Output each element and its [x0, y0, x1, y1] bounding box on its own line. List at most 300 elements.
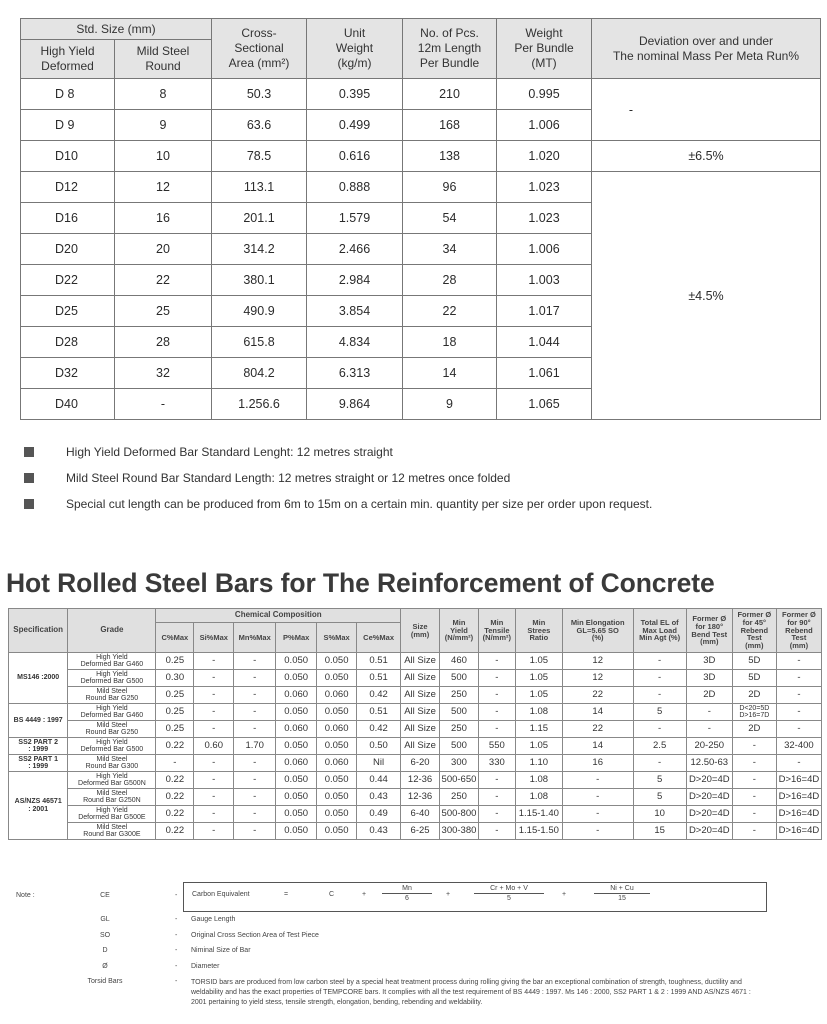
- elong-cell: 16: [562, 755, 633, 772]
- formula-fraction: [594, 885, 650, 902]
- tel-cell: 5: [633, 772, 686, 789]
- size-cell: 6-20: [401, 755, 440, 772]
- table-row: [21, 172, 821, 203]
- former-45-header: Former Ø for 45° Rebend Test (mm): [732, 609, 776, 653]
- unit-weight-cell: 9.864: [307, 389, 403, 420]
- tensile-cell: -: [478, 772, 515, 789]
- tensile-cell: -: [478, 670, 515, 687]
- table-row: [9, 721, 822, 738]
- unit-weight-cell: 0.395: [307, 79, 403, 110]
- note-desc: TORSID bars are produced from low carbon steel by a special heat treatment process during rolling giving the bar an exceptional combination of strength, toughness, ductility and weldability and has the exact properties of TEMPCORE bars. It complies with all the test requirement of BS 4449 : 1997. Ms 146 : 2000, SS2 PART 1 & 2 : 1999 AND AS/NZS 4671 : 2001 pertaining to yield stess, tensile strength, elongation, bending, rebending and weldability.: [191, 979, 751, 1007]
- weight-bundle-cell: 1.023: [497, 203, 592, 234]
- bullet-text: Mild Steel Round Bar Standard Length: 12 metres straight or 12 metres once folded: [66, 471, 511, 485]
- specification-cell: SS2 PART 2 : 1999: [9, 738, 68, 755]
- c-cell: 0.25: [156, 687, 194, 704]
- f45-cell: 5D: [732, 653, 776, 670]
- s-cell: 0.060: [317, 755, 357, 772]
- grade-cell: High Yield Deformed Bar G460: [68, 653, 156, 670]
- stress-cell: 1.05: [515, 687, 562, 704]
- size-cell: 12-36: [401, 789, 440, 806]
- p-max-header: P%Max: [276, 623, 317, 653]
- fraction-numerator: Ni + Cu: [594, 885, 650, 894]
- f90-cell: -: [776, 687, 821, 704]
- mn-cell: -: [234, 789, 276, 806]
- s-cell: 0.050: [317, 653, 357, 670]
- bundle-size-table: [20, 18, 821, 420]
- square-bullet-icon: [24, 447, 34, 457]
- note-dash: -: [175, 963, 178, 970]
- former-90-header: Former Ø for 90° Rebend Test (mm): [776, 609, 821, 653]
- tensile-cell: -: [478, 704, 515, 721]
- pcs-cell: 168: [403, 110, 497, 141]
- c-cell: 0.22: [156, 823, 194, 840]
- specification-cell: BS 4449 : 1997: [9, 704, 68, 738]
- stress-cell: 1.15: [515, 721, 562, 738]
- table-row: [9, 789, 822, 806]
- formula-plus: +: [446, 891, 451, 898]
- grade-cell: Mild Steel Round Bar G300: [68, 755, 156, 772]
- formula-c: C: [329, 891, 335, 898]
- s-cell: 0.050: [317, 670, 357, 687]
- ce-cell: 0.51: [357, 653, 401, 670]
- f180-cell: 3D: [686, 653, 732, 670]
- p-cell: 0.060: [276, 721, 317, 738]
- formula-equals: =: [284, 891, 289, 898]
- ce-cell: 0.49: [357, 806, 401, 823]
- grade-cell: High Yield Deformed Bar G500E: [68, 806, 156, 823]
- weight-bundle-cell: 1.020: [497, 141, 592, 172]
- elong-cell: 12: [562, 670, 633, 687]
- high-yield-header: High Yield Deformed: [21, 40, 115, 79]
- min-elongation-header: Min Elongation GL=5.65 SO (%): [562, 609, 633, 653]
- cross-area-header: Cross- Sectional Area (mm²): [212, 19, 307, 79]
- pcs-cell: 54: [403, 203, 497, 234]
- elong-cell: -: [562, 806, 633, 823]
- specification-table: [8, 608, 822, 840]
- cross-area-cell: 314.2: [212, 234, 307, 265]
- table-row: [9, 755, 822, 772]
- p-cell: 0.060: [276, 755, 317, 772]
- f90-cell: -: [776, 704, 821, 721]
- s-cell: 0.060: [317, 687, 357, 704]
- f90-cell: -: [776, 653, 821, 670]
- c-cell: -: [156, 755, 194, 772]
- tensile-cell: 330: [478, 755, 515, 772]
- pcs-cell: 28: [403, 265, 497, 296]
- c-cell: 0.22: [156, 789, 194, 806]
- grade-cell: Mild Steel Round Bar G300E: [68, 823, 156, 840]
- grade-cell: Mild Steel Round Bar G250: [68, 721, 156, 738]
- c-cell: 0.30: [156, 670, 194, 687]
- tel-cell: -: [633, 670, 686, 687]
- f180-cell: D>20=4D: [686, 823, 732, 840]
- tensile-cell: -: [478, 721, 515, 738]
- s-cell: 0.050: [317, 772, 357, 789]
- mn-cell: -: [234, 704, 276, 721]
- f90-cell: D>16=4D: [776, 823, 821, 840]
- deviation-cell: [592, 79, 821, 141]
- mild-steel-size-cell: 16: [115, 203, 212, 234]
- weight-bundle-cell: 1.006: [497, 110, 592, 141]
- yield-cell: 300: [440, 755, 479, 772]
- stress-cell: 1.08: [515, 772, 562, 789]
- table-row: [9, 670, 822, 687]
- mild-steel-size-cell: 28: [115, 327, 212, 358]
- size-cell: All Size: [401, 721, 440, 738]
- pcs-cell: 18: [403, 327, 497, 358]
- p-cell: 0.050: [276, 823, 317, 840]
- yield-cell: 300-380: [440, 823, 479, 840]
- si-cell: -: [194, 704, 234, 721]
- bullet-text: High Yield Deformed Bar Standard Lenght: 12 metres straight: [66, 445, 393, 459]
- weight-bundle-cell: 1.017: [497, 296, 592, 327]
- f45-cell: 5D: [732, 670, 776, 687]
- high-yield-size-cell: D32: [21, 358, 115, 389]
- f180-cell: -: [686, 704, 732, 721]
- fraction-numerator: Cr + Mo + V: [474, 885, 544, 894]
- f180-cell: D>20=4D: [686, 772, 732, 789]
- formula-plus: +: [362, 891, 367, 898]
- elong-cell: 22: [562, 721, 633, 738]
- si-cell: 0.60: [194, 738, 234, 755]
- s-cell: 0.050: [317, 823, 357, 840]
- specification-header: Specification: [9, 609, 68, 653]
- elong-cell: -: [562, 772, 633, 789]
- tensile-cell: -: [478, 806, 515, 823]
- stress-cell: 1.08: [515, 704, 562, 721]
- c-cell: 0.25: [156, 704, 194, 721]
- cross-area-cell: 63.6: [212, 110, 307, 141]
- ce-cell: 0.42: [357, 721, 401, 738]
- specification-cell: MS146 :2000: [9, 653, 68, 704]
- mn-cell: -: [234, 755, 276, 772]
- f180-cell: D>20=4D: [686, 806, 732, 823]
- tensile-cell: 550: [478, 738, 515, 755]
- unit-weight-header: Unit Weight (kg/m): [307, 19, 403, 79]
- f45-cell: -: [732, 806, 776, 823]
- f45-cell: 2D: [732, 721, 776, 738]
- mn-cell: -: [234, 687, 276, 704]
- s-cell: 0.050: [317, 789, 357, 806]
- unit-weight-cell: 0.888: [307, 172, 403, 203]
- si-cell: -: [194, 653, 234, 670]
- yield-cell: 500: [440, 704, 479, 721]
- p-cell: 0.050: [276, 670, 317, 687]
- bullet-item: [24, 471, 814, 497]
- former-180-header: Former Ø for 180° Bend Test (mm): [686, 609, 732, 653]
- bullet-list: [24, 445, 814, 523]
- c-cell: 0.25: [156, 721, 194, 738]
- grade-cell: High Yield Deformed Bar G500: [68, 670, 156, 687]
- tensile-cell: -: [478, 823, 515, 840]
- specification-cell: SS2 PART 1 : 1999: [9, 755, 68, 772]
- deviation-cell: ±4.5%: [592, 172, 821, 420]
- f45-cell: -: [732, 789, 776, 806]
- si-cell: -: [194, 772, 234, 789]
- weight-bundle-cell: 0.995: [497, 79, 592, 110]
- weight-bundle-cell: 1.006: [497, 234, 592, 265]
- note-dash: -: [175, 932, 178, 939]
- mn-cell: -: [234, 772, 276, 789]
- tensile-cell: -: [478, 687, 515, 704]
- yield-cell: 250: [440, 789, 479, 806]
- tel-cell: -: [633, 721, 686, 738]
- mn-cell: -: [234, 823, 276, 840]
- table-row: [21, 141, 821, 172]
- mild-steel-size-cell: -: [115, 389, 212, 420]
- deviation-value: -: [628, 102, 634, 117]
- formula-plus: +: [562, 891, 567, 898]
- ce-max-header: Ce%Max: [357, 623, 401, 653]
- mn-cell: -: [234, 806, 276, 823]
- tel-cell: 10: [633, 806, 686, 823]
- p-cell: 0.060: [276, 687, 317, 704]
- note-dash: -: [175, 978, 178, 985]
- size-cell: 12-36: [401, 772, 440, 789]
- weight-bundle-cell: 1.065: [497, 389, 592, 420]
- pcs-cell: 138: [403, 141, 497, 172]
- grade-cell: Mild Steel Round Bar G250: [68, 687, 156, 704]
- weight-bundle-cell: 1.003: [497, 265, 592, 296]
- pcs-cell: 34: [403, 234, 497, 265]
- stress-cell: 1.05: [515, 738, 562, 755]
- pcs-per-bundle-header: No. of Pcs. 12m Length Per Bundle: [403, 19, 497, 79]
- note-key: CE: [100, 892, 110, 899]
- table-row: [9, 704, 822, 721]
- mild-steel-size-cell: 20: [115, 234, 212, 265]
- specification-table-body: [9, 653, 822, 840]
- high-yield-size-cell: D22: [21, 265, 115, 296]
- min-tensile-header: Min Tensile (N/mm²): [478, 609, 515, 653]
- yield-cell: 500-800: [440, 806, 479, 823]
- si-cell: -: [194, 789, 234, 806]
- weight-per-bundle-header: Weight Per Bundle (MT): [497, 19, 592, 79]
- stress-cell: 1.05: [515, 670, 562, 687]
- c-cell: 0.22: [156, 738, 194, 755]
- size-cell: All Size: [401, 738, 440, 755]
- p-cell: 0.050: [276, 653, 317, 670]
- specification-cell: AS/NZS 46571 : 2001: [9, 772, 68, 840]
- f45-cell: -: [732, 755, 776, 772]
- size-cell: All Size: [401, 687, 440, 704]
- size-cell: All Size: [401, 704, 440, 721]
- p-cell: 0.050: [276, 704, 317, 721]
- s-cell: 0.060: [317, 721, 357, 738]
- size-header: Size (mm): [401, 609, 440, 653]
- elong-cell: -: [562, 823, 633, 840]
- f90-cell: D>16=4D: [776, 806, 821, 823]
- unit-weight-cell: 4.834: [307, 327, 403, 358]
- min-stress-ratio-header: Min Strees Ratio: [515, 609, 562, 653]
- unit-weight-cell: 3.854: [307, 296, 403, 327]
- mild-steel-size-cell: 25: [115, 296, 212, 327]
- si-cell: -: [194, 721, 234, 738]
- deviation-header: Deviation over and under The nominal Mass Per Meta Run%: [592, 19, 821, 79]
- mn-cell: -: [234, 670, 276, 687]
- ce-cell: Nil: [357, 755, 401, 772]
- ce-cell: 0.42: [357, 687, 401, 704]
- yield-cell: 500: [440, 738, 479, 755]
- bullet-text: Special cut length can be produced from 6m to 15m on a certain min. quantity per size per order upon request.: [66, 497, 653, 511]
- high-yield-size-cell: D28: [21, 327, 115, 358]
- si-cell: -: [194, 670, 234, 687]
- f90-cell: D>16=4D: [776, 772, 821, 789]
- note-desc: Diameter: [191, 963, 220, 970]
- fraction-denominator: 5: [507, 895, 511, 902]
- tensile-cell: -: [478, 653, 515, 670]
- table-row: [9, 687, 822, 704]
- high-yield-size-cell: D10: [21, 141, 115, 172]
- weight-bundle-cell: 1.061: [497, 358, 592, 389]
- high-yield-size-cell: D25: [21, 296, 115, 327]
- high-yield-size-cell: D40: [21, 389, 115, 420]
- stress-cell: 1.15-1.40: [515, 806, 562, 823]
- note-desc: Niminal Size of Bar: [191, 947, 251, 954]
- p-cell: 0.050: [276, 772, 317, 789]
- yield-cell: 500: [440, 670, 479, 687]
- size-cell: All Size: [401, 670, 440, 687]
- weight-bundle-cell: 1.023: [497, 172, 592, 203]
- f90-cell: -: [776, 755, 821, 772]
- f45-cell: D<20=5D D>16=7D: [732, 704, 776, 721]
- mn-cell: -: [234, 721, 276, 738]
- elong-cell: 14: [562, 704, 633, 721]
- bullet-item: [24, 497, 814, 523]
- cross-area-cell: 201.1: [212, 203, 307, 234]
- mn-max-header: Mn%Max: [234, 623, 276, 653]
- si-cell: -: [194, 823, 234, 840]
- note-key: D: [102, 947, 108, 954]
- f90-cell: -: [776, 670, 821, 687]
- f45-cell: -: [732, 738, 776, 755]
- mild-steel-size-cell: 12: [115, 172, 212, 203]
- f180-cell: 2D: [686, 687, 732, 704]
- f180-cell: 3D: [686, 670, 732, 687]
- elong-cell: 12: [562, 653, 633, 670]
- note-key: SO: [99, 932, 111, 939]
- ce-cell: 0.50: [357, 738, 401, 755]
- table-row: [9, 653, 822, 670]
- high-yield-size-cell: D 8: [21, 79, 115, 110]
- p-cell: 0.050: [276, 806, 317, 823]
- stress-cell: 1.08: [515, 789, 562, 806]
- s-cell: 0.050: [317, 806, 357, 823]
- mild-steel-size-cell: 9: [115, 110, 212, 141]
- f180-cell: -: [686, 721, 732, 738]
- stress-cell: 1.05: [515, 653, 562, 670]
- ce-cell: 0.51: [357, 670, 401, 687]
- high-yield-size-cell: D 9: [21, 110, 115, 141]
- high-yield-size-cell: D12: [21, 172, 115, 203]
- tel-cell: 5: [633, 704, 686, 721]
- table-row: [21, 79, 821, 110]
- f90-cell: 32-400: [776, 738, 821, 755]
- table-row: [9, 772, 822, 789]
- stress-cell: 1.15-1.50: [515, 823, 562, 840]
- grade-cell: High Yield Deformed Bar G460: [68, 704, 156, 721]
- mild-steel-size-cell: 8: [115, 79, 212, 110]
- note-dash: -: [175, 916, 178, 923]
- grade-cell: High Yield Deformed Bar G500: [68, 738, 156, 755]
- note-dash: -: [175, 892, 178, 899]
- mn-cell: 1.70: [234, 738, 276, 755]
- yield-cell: 250: [440, 687, 479, 704]
- grade-cell: High Yield Deformed Bar G500N: [68, 772, 156, 789]
- grade-cell: Mild Steel Round Bar G250N: [68, 789, 156, 806]
- p-cell: 0.050: [276, 738, 317, 755]
- cross-area-cell: 50.3: [212, 79, 307, 110]
- pcs-cell: 96: [403, 172, 497, 203]
- table-row: [9, 738, 822, 755]
- tensile-cell: -: [478, 789, 515, 806]
- unit-weight-cell: 0.616: [307, 141, 403, 172]
- tel-cell: -: [633, 653, 686, 670]
- weight-bundle-cell: 1.044: [497, 327, 592, 358]
- note-desc: Gauge Length: [191, 916, 236, 923]
- mild-steel-size-cell: 32: [115, 358, 212, 389]
- tel-cell: -: [633, 687, 686, 704]
- grade-header: Grade: [68, 609, 156, 653]
- std-size-header: Std. Size (mm): [21, 19, 212, 40]
- pcs-cell: 210: [403, 79, 497, 110]
- total-el-header: Total EL of Max Load Min Agt (%): [633, 609, 686, 653]
- cross-area-cell: 78.5: [212, 141, 307, 172]
- elong-cell: -: [562, 789, 633, 806]
- table-row: [9, 823, 822, 840]
- si-cell: -: [194, 755, 234, 772]
- bullet-item: [24, 445, 814, 471]
- f180-cell: D>20=4D: [686, 789, 732, 806]
- cross-area-cell: 490.9: [212, 296, 307, 327]
- formula-fraction: [382, 885, 432, 902]
- ce-cell: 0.43: [357, 823, 401, 840]
- yield-cell: 460: [440, 653, 479, 670]
- si-max-header: Si%Max: [194, 623, 234, 653]
- unit-weight-cell: 6.313: [307, 358, 403, 389]
- note-dash: -: [175, 947, 178, 954]
- unit-weight-cell: 2.984: [307, 265, 403, 296]
- s-cell: 0.050: [317, 738, 357, 755]
- pcs-cell: 9: [403, 389, 497, 420]
- stress-cell: 1.10: [515, 755, 562, 772]
- p-cell: 0.050: [276, 789, 317, 806]
- ce-cell: 0.51: [357, 704, 401, 721]
- chemical-composition-header: Chemical Composition: [156, 609, 401, 623]
- c-cell: 0.22: [156, 806, 194, 823]
- mild-steel-size-cell: 10: [115, 141, 212, 172]
- yield-cell: 500-650: [440, 772, 479, 789]
- f90-cell: D>16=4D: [776, 789, 821, 806]
- si-cell: -: [194, 687, 234, 704]
- cross-area-cell: 615.8: [212, 327, 307, 358]
- size-cell: All Size: [401, 653, 440, 670]
- c-cell: 0.22: [156, 772, 194, 789]
- f180-cell: 20-250: [686, 738, 732, 755]
- min-yield-header: Min Yield (N/mm²): [440, 609, 479, 653]
- bundle-size-table-body: [21, 79, 821, 420]
- tel-cell: 2.5: [633, 738, 686, 755]
- note-key: Ø: [102, 963, 108, 970]
- ce-cell: 0.43: [357, 789, 401, 806]
- f45-cell: 2D: [732, 687, 776, 704]
- cross-area-cell: 380.1: [212, 265, 307, 296]
- s-max-header: S%Max: [317, 623, 357, 653]
- fraction-denominator: 15: [618, 895, 626, 902]
- f45-cell: -: [732, 772, 776, 789]
- unit-weight-cell: 1.579: [307, 203, 403, 234]
- high-yield-size-cell: D16: [21, 203, 115, 234]
- yield-cell: 250: [440, 721, 479, 738]
